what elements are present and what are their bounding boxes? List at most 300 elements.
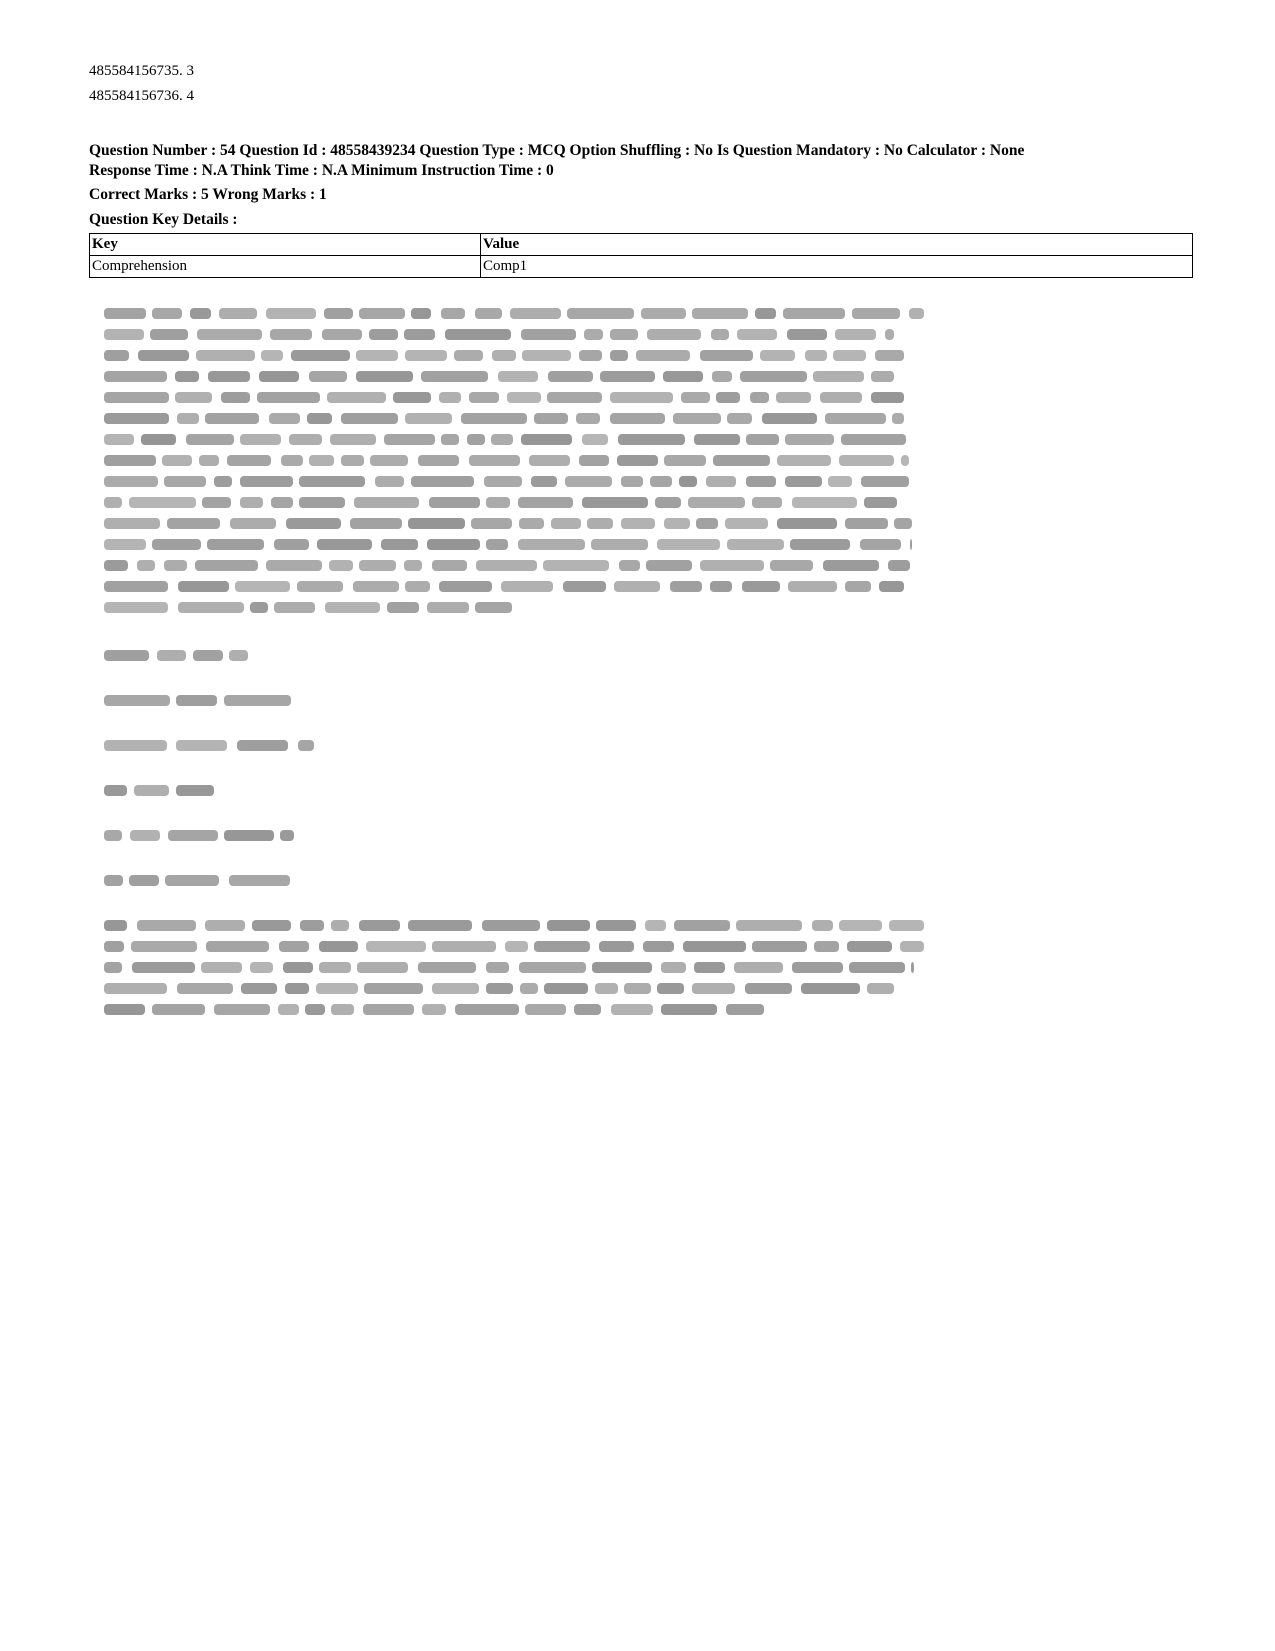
- passage-word-mark: [455, 1004, 519, 1015]
- passage-word-mark: [241, 983, 277, 994]
- passage-word-mark: [909, 308, 924, 319]
- passage-word-mark: [214, 1004, 270, 1015]
- passage-word-mark: [404, 560, 422, 571]
- passage-word-mark: [519, 518, 544, 529]
- passage-word-mark: [370, 455, 408, 466]
- passage-word-mark: [760, 350, 795, 361]
- passage-word-mark: [700, 560, 764, 571]
- passage-word-mark: [845, 518, 888, 529]
- passage-word-mark: [737, 329, 777, 340]
- passage-line: [104, 920, 924, 931]
- passage-word-mark: [104, 920, 127, 931]
- passage-word-mark: [408, 920, 472, 931]
- passage-line: [104, 983, 894, 994]
- passage-word-mark: [911, 962, 914, 973]
- passage-word-mark: [584, 329, 603, 340]
- passage-word-mark: [875, 350, 904, 361]
- option-number: 485584156736.: [89, 88, 183, 104]
- passage-word-mark: [250, 962, 273, 973]
- passage-word-mark: [790, 539, 850, 550]
- passage-word-mark: [152, 1004, 205, 1015]
- passage-word-mark: [357, 962, 408, 973]
- passage-word-mark: [104, 941, 124, 952]
- passage-word-mark: [281, 455, 303, 466]
- passage-word-mark: [867, 983, 894, 994]
- passage-word-mark: [643, 941, 674, 952]
- passage-word-mark: [197, 329, 262, 340]
- passage-word-mark: [610, 329, 638, 340]
- passage-word-mark: [860, 539, 901, 550]
- passage-word-mark: [178, 602, 244, 613]
- passage-word-mark: [505, 941, 528, 952]
- passage-word-mark: [427, 539, 480, 550]
- passage-word-mark: [507, 392, 541, 403]
- passage-word-mark: [432, 941, 496, 952]
- passage-word-mark: [104, 560, 128, 571]
- passage-word-mark: [688, 497, 745, 508]
- passage-word-mark: [266, 308, 316, 319]
- passage-line: [104, 695, 291, 706]
- passage-word-mark: [713, 455, 770, 466]
- passage-line: [104, 371, 894, 382]
- passage-word-mark: [130, 830, 160, 841]
- passage-word-mark: [152, 539, 201, 550]
- passage-word-mark: [879, 581, 904, 592]
- passage-word-mark: [164, 560, 187, 571]
- passage-line: [104, 560, 910, 571]
- passage-line: [104, 497, 897, 508]
- passage-word-mark: [777, 455, 831, 466]
- passage-word-mark: [522, 350, 571, 361]
- passage-word-mark: [104, 539, 146, 550]
- passage-word-mark: [411, 476, 474, 487]
- passage-word-mark: [706, 476, 736, 487]
- passage-line: [104, 581, 904, 592]
- passage-word-mark: [486, 539, 508, 550]
- passage-word-mark: [582, 497, 648, 508]
- passage-word-mark: [518, 539, 585, 550]
- passage-word-mark: [618, 434, 685, 445]
- passage-word-mark: [331, 920, 349, 931]
- passage-word-mark: [274, 539, 309, 550]
- passage-word-mark: [441, 308, 465, 319]
- passage-word-mark: [692, 308, 748, 319]
- passage-word-mark: [889, 920, 924, 931]
- passage-word-mark: [486, 962, 509, 973]
- passage-word-mark: [356, 350, 398, 361]
- passage-word-mark: [104, 476, 158, 487]
- passage-word-mark: [482, 920, 540, 931]
- passage-word-mark: [710, 581, 732, 592]
- passage-word-mark: [298, 740, 314, 751]
- passage-word-mark: [841, 434, 906, 445]
- passage-word-mark: [418, 455, 459, 466]
- passage-word-mark: [491, 434, 513, 445]
- passage-word-mark: [201, 962, 242, 973]
- passage-word-mark: [299, 497, 345, 508]
- passage-line: [104, 455, 909, 466]
- passage-word-mark: [812, 920, 833, 931]
- passage-word-mark: [162, 455, 192, 466]
- passage-word-mark: [237, 740, 288, 751]
- passage-word-mark: [579, 455, 609, 466]
- passage-word-mark: [224, 695, 291, 706]
- passage-word-mark: [229, 650, 248, 661]
- passage-word-mark: [350, 518, 402, 529]
- passage-word-mark: [770, 560, 813, 571]
- passage-word-mark: [461, 413, 527, 424]
- passage-word-mark: [104, 740, 167, 751]
- passage-word-mark: [711, 329, 729, 340]
- passage-word-mark: [421, 371, 488, 382]
- passage-word-mark: [269, 413, 300, 424]
- passage-word-mark: [404, 329, 435, 340]
- passage-word-mark: [331, 1004, 354, 1015]
- passage-word-mark: [229, 875, 290, 886]
- passage-word-mark: [492, 350, 516, 361]
- passage-word-mark: [825, 413, 886, 424]
- passage-word-mark: [227, 455, 271, 466]
- passage-word-mark: [285, 983, 309, 994]
- passage-word-mark: [270, 329, 312, 340]
- passage-word-mark: [299, 476, 365, 487]
- passage-line: [104, 329, 894, 340]
- passage-word-mark: [309, 371, 347, 382]
- passage-word-mark: [261, 350, 283, 361]
- passage-word-mark: [432, 560, 467, 571]
- passage-word-mark: [441, 434, 459, 445]
- passage-word-mark: [783, 308, 845, 319]
- header-key: Key: [90, 234, 481, 256]
- passage-word-mark: [283, 962, 313, 973]
- passage-word-mark: [422, 1004, 446, 1015]
- passage-word-mark: [104, 650, 149, 661]
- passage-line: [104, 962, 914, 973]
- passage-word-mark: [193, 650, 223, 661]
- passage-word-mark: [664, 518, 690, 529]
- passage-word-mark: [316, 983, 358, 994]
- passage-word-mark: [129, 875, 159, 886]
- passage-word-mark: [206, 941, 269, 952]
- passage-word-mark: [591, 539, 648, 550]
- passage-word-mark: [214, 476, 232, 487]
- passage-word-mark: [381, 539, 418, 550]
- passage-word-mark: [224, 830, 274, 841]
- passage-word-mark: [785, 476, 822, 487]
- passage-word-mark: [820, 392, 862, 403]
- passage-word-mark: [175, 392, 212, 403]
- passage-word-mark: [205, 413, 259, 424]
- passage-word-mark: [418, 962, 476, 973]
- cell-key: Comprehension: [90, 256, 481, 278]
- passage-word-mark: [405, 350, 447, 361]
- passage-word-mark: [129, 497, 196, 508]
- passage-word-mark: [548, 371, 593, 382]
- passage-word-mark: [823, 560, 879, 571]
- passage-word-mark: [132, 962, 195, 973]
- passage-word-mark: [776, 392, 811, 403]
- passage-word-mark: [650, 476, 672, 487]
- passage-word-mark: [726, 1004, 764, 1015]
- passage-word-mark: [712, 371, 732, 382]
- passage-word-mark: [317, 539, 372, 550]
- passage-word-mark: [240, 476, 293, 487]
- passage-word-mark: [805, 350, 827, 361]
- passage-word-mark: [673, 413, 721, 424]
- passage-word-mark: [167, 518, 220, 529]
- passage-word-mark: [849, 962, 905, 973]
- passage-word-mark: [484, 476, 522, 487]
- passage-word-mark: [547, 920, 590, 931]
- passage-word-mark: [257, 392, 320, 403]
- passage-word-mark: [104, 413, 169, 424]
- passage-word-mark: [828, 476, 852, 487]
- passage-word-mark: [176, 785, 214, 796]
- passage-word-mark: [501, 581, 553, 592]
- passage-word-mark: [746, 476, 776, 487]
- marks-line: Correct Marks : 5 Wrong Marks : 1: [89, 186, 327, 203]
- passage-word-mark: [195, 560, 258, 571]
- passage-word-mark: [529, 455, 570, 466]
- passage-word-mark: [325, 602, 380, 613]
- passage-word-mark: [833, 350, 866, 361]
- passage-word-mark: [547, 392, 602, 403]
- passage-word-mark: [104, 455, 156, 466]
- passage-word-mark: [579, 350, 602, 361]
- passage-word-mark: [582, 434, 608, 445]
- passage-word-mark: [176, 695, 217, 706]
- passage-word-mark: [177, 983, 233, 994]
- passage-word-mark: [752, 941, 807, 952]
- passage-line: [104, 650, 248, 661]
- passage-word-mark: [104, 875, 123, 886]
- passage-word-mark: [208, 371, 250, 382]
- passage-word-mark: [341, 455, 364, 466]
- passage-word-mark: [839, 455, 894, 466]
- passage-word-mark: [661, 962, 686, 973]
- passage-line: [104, 308, 924, 319]
- passage-word-mark: [611, 1004, 653, 1015]
- passage-word-mark: [104, 695, 170, 706]
- passage-word-mark: [694, 962, 725, 973]
- passage-word-mark: [475, 602, 512, 613]
- passage-word-mark: [610, 413, 665, 424]
- passage-word-mark: [847, 941, 892, 952]
- passage-word-mark: [641, 308, 686, 319]
- passage-word-mark: [727, 413, 752, 424]
- passage-word-mark: [363, 1004, 414, 1015]
- passage-word-mark: [839, 920, 882, 931]
- passage-word-mark: [137, 920, 196, 931]
- passage-word-mark: [330, 434, 376, 445]
- passage-word-mark: [647, 329, 701, 340]
- passage-word-mark: [104, 434, 134, 445]
- passage-word-mark: [901, 455, 909, 466]
- passage-word-mark: [235, 581, 290, 592]
- passage-word-mark: [359, 560, 396, 571]
- passage-word-mark: [454, 350, 483, 361]
- passage-word-mark: [300, 920, 324, 931]
- passage-word-mark: [471, 518, 512, 529]
- passage-word-mark: [221, 392, 250, 403]
- passage-word-mark: [752, 497, 782, 508]
- passage-word-mark: [359, 920, 400, 931]
- passage-word-mark: [104, 830, 122, 841]
- passage-word-mark: [291, 350, 350, 361]
- passage-word-mark: [617, 455, 658, 466]
- passage-word-mark: [297, 581, 343, 592]
- passage-word-mark: [670, 581, 702, 592]
- passage-word-mark: [894, 518, 912, 529]
- passage-word-mark: [681, 392, 710, 403]
- option-number: 485584156735.: [89, 63, 183, 79]
- passage-word-mark: [574, 1004, 601, 1015]
- cell-value: Comp1: [481, 256, 1193, 278]
- passage-word-mark: [364, 983, 423, 994]
- passage-word-mark: [531, 476, 557, 487]
- passage-word-mark: [341, 413, 398, 424]
- option-value: 4: [186, 88, 194, 104]
- passage-word-mark: [175, 371, 199, 382]
- passage-word-mark: [745, 983, 792, 994]
- passage-word-mark: [725, 518, 768, 529]
- passage-word-mark: [534, 413, 568, 424]
- passage-word-mark: [674, 920, 730, 931]
- passage-word-mark: [384, 434, 435, 445]
- passage-word-mark: [138, 350, 189, 361]
- passage-word-mark: [439, 581, 492, 592]
- header-value: Value: [481, 234, 1193, 256]
- passage-word-mark: [250, 602, 268, 613]
- passage-word-mark: [900, 941, 924, 952]
- passage-word-mark: [408, 518, 465, 529]
- option-line-3: [89, 62, 194, 80]
- passage-word-mark: [176, 740, 227, 751]
- passage-word-mark: [587, 518, 613, 529]
- passage-word-mark: [168, 830, 218, 841]
- option-line-4: [89, 87, 194, 105]
- passage-word-mark: [104, 602, 168, 613]
- table-row: [90, 256, 1193, 278]
- passage-word-mark: [152, 308, 182, 319]
- key-details-title: Question Key Details :: [89, 211, 238, 228]
- passage-word-mark: [736, 920, 802, 931]
- passage-word-mark: [600, 371, 655, 382]
- passage-text-lines: [104, 308, 924, 1015]
- passage-word-mark: [429, 497, 480, 508]
- passage-word-mark: [445, 329, 511, 340]
- passage-word-mark: [104, 308, 146, 319]
- passage-word-mark: [727, 539, 784, 550]
- passage-word-mark: [289, 434, 322, 445]
- passage-word-mark: [864, 497, 897, 508]
- passage-word-mark: [104, 785, 127, 796]
- passage-word-mark: [576, 413, 600, 424]
- passage-word-mark: [746, 434, 779, 445]
- passage-word-mark: [785, 434, 834, 445]
- passage-word-mark: [186, 434, 234, 445]
- passage-word-mark: [405, 413, 452, 424]
- passage-word-mark: [137, 560, 155, 571]
- passage-word-mark: [259, 371, 299, 382]
- passage-word-mark: [279, 941, 309, 952]
- passage-word-mark: [645, 920, 666, 931]
- option-value: 3: [186, 63, 194, 79]
- passage-word-mark: [852, 308, 900, 319]
- passage-word-mark: [716, 392, 740, 403]
- passage-word-mark: [369, 329, 398, 340]
- passage-word-mark: [845, 581, 871, 592]
- passage-word-mark: [319, 962, 351, 973]
- passage-word-mark: [792, 497, 857, 508]
- passage-word-mark: [892, 413, 904, 424]
- passage-word-mark: [657, 539, 720, 550]
- passage-word-mark: [467, 434, 485, 445]
- passage-line: [104, 785, 214, 796]
- passage-word-mark: [327, 392, 386, 403]
- passage-word-mark: [646, 560, 692, 571]
- passage-word-mark: [486, 983, 513, 994]
- passage-word-mark: [104, 371, 167, 382]
- passage-line: [104, 350, 904, 361]
- passage-word-mark: [595, 983, 618, 994]
- passage-line: [104, 413, 904, 424]
- passage-word-mark: [307, 413, 332, 424]
- passage-word-mark: [104, 392, 169, 403]
- passage-word-mark: [657, 983, 684, 994]
- passage-word-mark: [104, 518, 160, 529]
- passage-word-mark: [592, 962, 652, 973]
- passage-word-mark: [861, 476, 909, 487]
- passage-word-mark: [567, 308, 634, 319]
- passage-word-mark: [329, 560, 353, 571]
- passage-line: [104, 875, 290, 886]
- comprehension-passage-image: [104, 300, 984, 1060]
- passage-line: [104, 518, 912, 529]
- passage-word-mark: [196, 350, 255, 361]
- passage-word-mark: [353, 581, 399, 592]
- passage-word-mark: [207, 539, 264, 550]
- passage-word-mark: [104, 350, 129, 361]
- passage-word-mark: [274, 602, 315, 613]
- passage-word-mark: [475, 308, 502, 319]
- passage-word-mark: [610, 350, 628, 361]
- passage-word-mark: [565, 476, 612, 487]
- passage-word-mark: [178, 581, 229, 592]
- passage-word-mark: [219, 308, 257, 319]
- passage-word-mark: [177, 413, 199, 424]
- passage-word-mark: [141, 434, 176, 445]
- passage-word-mark: [164, 476, 206, 487]
- passage-word-mark: [469, 455, 520, 466]
- passage-word-mark: [610, 392, 673, 403]
- passage-word-mark: [205, 920, 245, 931]
- passage-word-mark: [655, 497, 681, 508]
- passage-word-mark: [762, 413, 817, 424]
- passage-line: [104, 830, 294, 841]
- passage-word-mark: [266, 560, 322, 571]
- table-header-row: [90, 234, 1193, 256]
- passage-line: [104, 392, 904, 403]
- passage-word-mark: [519, 962, 586, 973]
- passage-word-mark: [305, 1004, 325, 1015]
- passage-word-mark: [309, 455, 334, 466]
- passage-word-mark: [787, 329, 827, 340]
- passage-word-mark: [411, 308, 431, 319]
- passage-word-mark: [750, 392, 769, 403]
- passage-word-mark: [150, 329, 188, 340]
- passage-word-mark: [240, 434, 281, 445]
